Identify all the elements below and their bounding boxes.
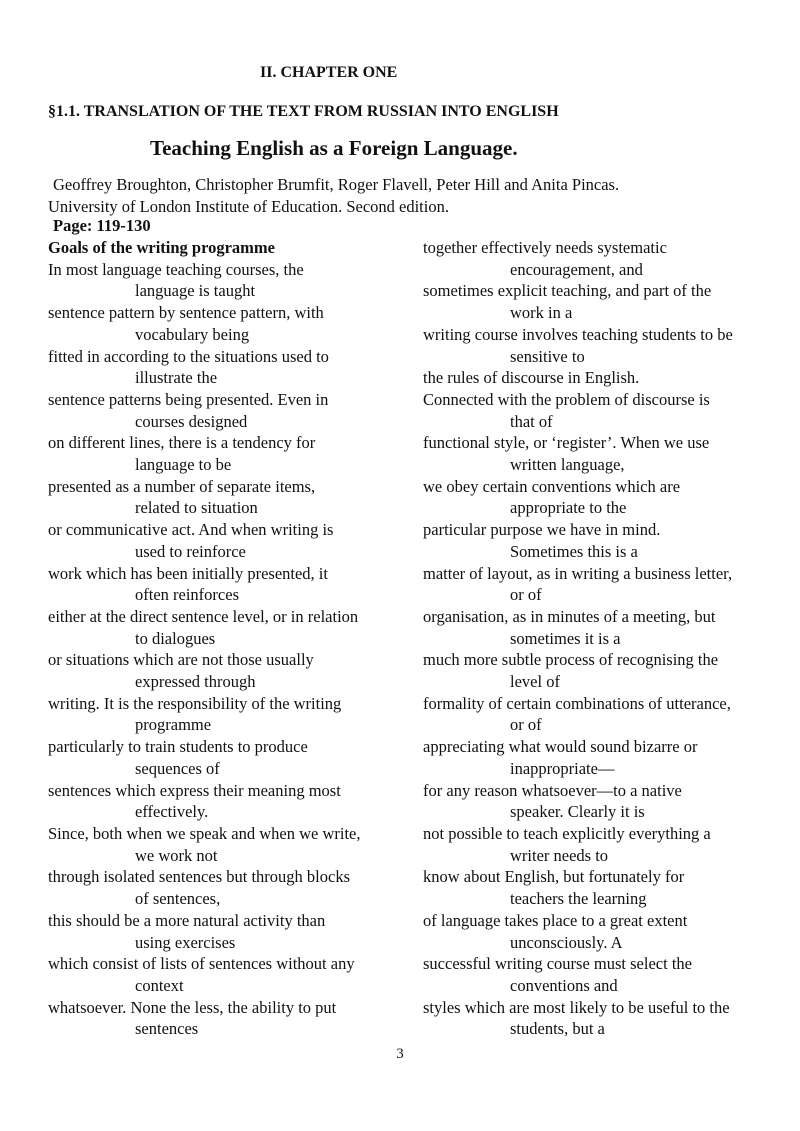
- publisher-line: University of London Institute of Education. Second edition.: [48, 197, 449, 216]
- text-line: for any reason whatsoever—to a native: [423, 780, 682, 800]
- text-line: speaker. Clearly it is: [510, 802, 645, 822]
- text-line: through isolated sentences but through blocks: [48, 867, 350, 887]
- text-line: organisation, as in minutes of a meeting, but: [423, 606, 716, 626]
- text-line: inappropriate—: [510, 758, 615, 778]
- programme-heading: Goals of the writing programme: [48, 238, 275, 257]
- text-line: this should be a more natural activity than: [48, 910, 326, 930]
- text-line: level of: [510, 672, 560, 692]
- left-column: [48, 237, 413, 1040]
- book-title: Teaching English as a Foreign Language.: [150, 136, 518, 160]
- text-line: the rules of discourse in English.: [423, 368, 640, 388]
- text-line: or of: [510, 715, 542, 735]
- text-line: written language,: [510, 455, 625, 475]
- text-line: either at the direct sentence level, or in relation: [48, 606, 359, 626]
- text-line: using exercises: [135, 932, 236, 952]
- text-line: appropriate to the: [510, 498, 627, 518]
- text-line: that of: [510, 411, 553, 431]
- text-line: or situations which are not those usually: [48, 650, 314, 670]
- right-column: [423, 237, 788, 1040]
- text-line: illustrate the: [135, 368, 218, 388]
- text-line: Sometimes this is a: [510, 541, 638, 561]
- text-line: much more subtle process of recognising the: [423, 650, 719, 670]
- text-line: sequences of: [135, 758, 220, 778]
- text-line: courses designed: [135, 411, 248, 431]
- text-line: language to be: [135, 455, 232, 475]
- text-line: Connected with the problem of discourse is: [423, 389, 710, 409]
- text-line: particularly to train students to produce: [48, 737, 308, 757]
- section-heading: §1.1. TRANSLATION OF THE TEXT FROM RUSSIAN INTO ENGLISH: [48, 103, 559, 120]
- text-line: effectively.: [135, 802, 209, 822]
- text-line: not possible to teach explicitly everything a: [423, 823, 711, 843]
- text-line: which consist of lists of sentences without any: [48, 954, 355, 974]
- text-line: unconsciously. A: [510, 932, 623, 952]
- page-number: 3: [396, 1046, 404, 1062]
- text-line: we obey certain conventions which are: [423, 476, 681, 496]
- text-line: related to situation: [135, 498, 258, 518]
- text-line: of sentences,: [135, 889, 221, 909]
- text-line: or of: [510, 585, 542, 605]
- text-line: sometimes explicit teaching, and part of the: [423, 281, 712, 301]
- text-line: on different lines, there is a tendency for: [48, 433, 316, 453]
- text-line: whatsoever. None the less, the ability to put: [48, 997, 337, 1017]
- text-line: of language takes place to a great extent: [423, 910, 688, 930]
- text-line: sentence pattern by sentence pattern, with: [48, 303, 324, 323]
- text-line: we work not: [135, 845, 218, 865]
- text-line: used to reinforce: [135, 541, 246, 561]
- text-line: writer needs to: [510, 845, 609, 865]
- text-line: language is taught: [135, 281, 256, 301]
- text-line: sentences: [135, 1019, 199, 1039]
- text-line: teachers the learning: [510, 889, 647, 909]
- text-line: Since, both when we speak and when we write,: [48, 823, 361, 843]
- text-line: sentence patterns being presented. Even in: [48, 389, 329, 409]
- text-line: successful writing course must select the: [423, 954, 692, 974]
- text-line: expressed through: [135, 672, 256, 692]
- text-line: programme: [135, 715, 212, 735]
- text-line: students, but a: [510, 1019, 605, 1039]
- text-line: functional style, or ‘register’. When we use: [423, 433, 710, 453]
- text-line: sentences which express their meaning most: [48, 780, 341, 800]
- text-line: sometimes it is a: [510, 628, 621, 648]
- text-line: often reinforces: [135, 585, 239, 605]
- text-line: to dialogues: [135, 628, 216, 648]
- citation-block: [48, 174, 768, 218]
- text-line: or communicative act. And when writing is: [48, 520, 334, 540]
- text-line: context: [135, 975, 184, 995]
- chapter-heading: II. CHAPTER ONE: [260, 64, 398, 81]
- authors-line: Geoffrey Broughton, Christopher Brumfit, Roger Flavell, Peter Hill and Anita Pincas.: [53, 175, 620, 194]
- text-line: particular purpose we have in mind.: [423, 520, 661, 540]
- text-line: encouragement, and: [510, 259, 643, 279]
- text-line: appreciating what would sound bizarre or: [423, 737, 698, 757]
- text-line: styles which are most likely to be useful to the: [423, 997, 730, 1017]
- text-line: vocabulary being: [135, 324, 250, 344]
- text-line: fitted in according to the situations used to: [48, 346, 329, 366]
- text-line: formality of certain combinations of utterance,: [423, 693, 731, 713]
- text-line: writing. It is the responsibility of the writing: [48, 693, 342, 713]
- text-line: together effectively needs systematic: [423, 238, 667, 257]
- text-line: know about English, but fortunately for: [423, 867, 685, 887]
- text-line: matter of layout, as in writing a business letter,: [423, 563, 733, 583]
- text-line: work in a: [510, 303, 573, 323]
- text-line: sensitive to: [510, 346, 585, 366]
- text-line: presented as a number of separate items,: [48, 476, 316, 496]
- text-line: writing course involves teaching students to be: [423, 324, 733, 344]
- text-line: conventions and: [510, 975, 618, 995]
- text-line: In most language teaching courses, the: [48, 259, 304, 279]
- page-reference: Page: 119-130: [53, 216, 151, 235]
- text-line: work which has been initially presented, it: [48, 563, 328, 583]
